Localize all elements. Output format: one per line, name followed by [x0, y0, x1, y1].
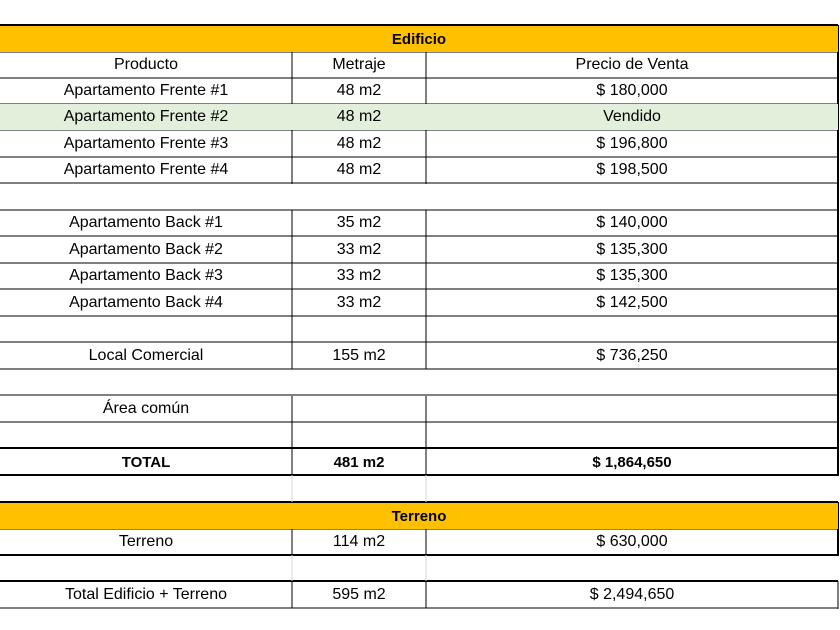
producto-cell: Local Comercial	[88, 347, 204, 364]
precio-cell: $ 180,000	[596, 82, 668, 99]
producto-cell: Apartamento Back #1	[69, 214, 223, 231]
metraje-cell: 33 m2	[336, 294, 382, 311]
terreno-title: Terreno	[0, 503, 838, 529]
table-row	[0, 210, 838, 236]
producto-cell: Apartamento Frente #4	[63, 161, 229, 178]
metraje-cell: 35 m2	[336, 214, 382, 231]
header-row	[0, 52, 838, 78]
metraje-cell: 48 m2	[336, 135, 382, 152]
terreno-row	[0, 529, 838, 555]
producto-cell: Apartamento Frente #2	[63, 108, 229, 125]
metraje-cell: 33 m2	[336, 267, 382, 284]
metraje-cell: 48 m2	[336, 82, 382, 99]
metraje-cell	[292, 396, 426, 422]
precio-cell: $ 140,000	[596, 214, 668, 231]
total-precio: $ 1,864,650	[592, 453, 672, 471]
table-row-sold	[0, 104, 838, 130]
producto-cell: Apartamento Frente #3	[63, 135, 229, 152]
metraje-cell: 114 m2	[332, 533, 386, 550]
table-row	[0, 343, 838, 369]
precio-cell: $ 196,800	[596, 135, 668, 152]
precio-cell: $ 198,500	[596, 161, 668, 178]
grand-total-row	[0, 582, 838, 608]
precio-cell: $ 142,500	[596, 294, 668, 311]
table-row	[0, 157, 838, 183]
table-row	[0, 396, 838, 422]
producto-cell: Apartamento Frente #1	[63, 82, 229, 99]
metraje-cell: 48 m2	[336, 108, 382, 125]
header-producto: Producto	[113, 56, 179, 73]
precio-cell: $ 135,300	[596, 241, 668, 258]
edificio-title: Edificio	[0, 26, 838, 52]
metraje-cell: 155 m2	[332, 347, 386, 364]
metraje-cell: 48 m2	[336, 161, 382, 178]
grand-total-precio: $ 2,494,650	[589, 586, 675, 603]
grand-total-metraje: 595 m2	[332, 586, 386, 603]
precio-cell: $ 135,300	[596, 267, 668, 284]
total-label: TOTAL	[121, 453, 171, 471]
producto-cell: Apartamento Back #2	[69, 241, 223, 258]
table-row	[0, 263, 838, 289]
header-precio: Precio de Venta	[575, 56, 689, 73]
table-row	[0, 290, 838, 316]
metraje-cell: 33 m2	[336, 241, 382, 258]
header-metraje: Metraje	[332, 56, 386, 73]
producto-cell: Terreno	[118, 533, 174, 550]
precio-cell: $ 630,000	[596, 533, 668, 550]
total-metraje: 481 m2	[333, 453, 385, 471]
table-row	[0, 78, 838, 104]
table-row	[0, 131, 838, 157]
grand-total-label: Total Edificio + Terreno	[64, 586, 227, 603]
producto-cell: Apartamento Back #3	[69, 267, 223, 284]
total-row	[0, 449, 838, 475]
producto-cell: Apartamento Back #4	[69, 294, 223, 311]
precio-cell	[426, 396, 838, 422]
edificio-banner-row	[0, 26, 838, 52]
precio-cell: Vendido	[603, 108, 661, 125]
terreno-banner-row	[0, 503, 838, 529]
table-row	[0, 237, 838, 263]
precio-cell: $ 736,250	[596, 347, 668, 364]
producto-cell: Área común	[102, 400, 190, 417]
